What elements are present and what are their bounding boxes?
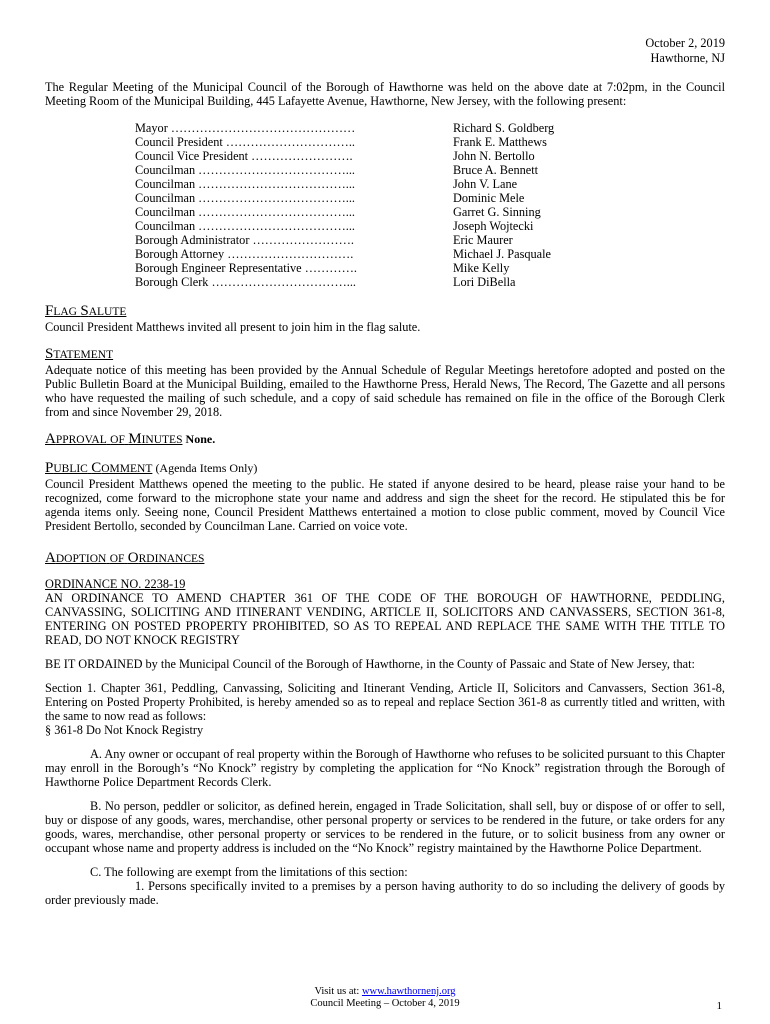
ordinance-number: ORDINANCE NO. 2238-19 <box>45 577 186 591</box>
roster-name: Garret G. Sinning <box>453 205 541 219</box>
flag-salute-section <box>45 303 725 334</box>
roster-role: Councilman ………………………………... <box>135 205 355 219</box>
flag-salute-body: Council President Matthews invited all present to join him in the flag salute. <box>45 320 421 334</box>
ordinances-heading: ADOPTION OF ORDINANCES <box>45 550 205 566</box>
roster-role: Borough Attorney …………………………. <box>135 247 354 261</box>
public-comment-heading: PUBLIC COMMENT <box>45 460 153 476</box>
roster-name: Dominic Mele <box>453 191 525 205</box>
roster-role: Council President ………………………….. <box>135 135 355 149</box>
page-footer <box>0 986 770 1010</box>
roster-name: Michael J. Pasquale <box>453 247 552 261</box>
section-1-paragraph: Section 1. Chapter 361, Peddling, Canvassing, Soliciting and Itinerant Vending, Article II, Solicitors and Canvassers, Section 361-8, Entering on Posted Property Prohibited, is hereby amended so as to repeal and replace Section 361-8 as currently titled and written, with the same to now read as follows: <box>45 681 725 723</box>
footer-website-link[interactable]: www.hawthornenj.org <box>361 986 456 997</box>
roster-name: Frank E. Matthews <box>453 135 547 149</box>
ordinances-section <box>45 550 725 907</box>
roster-role: Mayor ……………………………………… <box>135 121 356 135</box>
approval-section <box>45 431 725 448</box>
roster-name: Lori DiBella <box>453 275 516 289</box>
roster-role: Borough Clerk ……………………………... <box>135 275 356 289</box>
approval-heading: APPROVAL OF MINUTES <box>45 431 183 447</box>
paragraph-a: A. Any owner or occupant of real property within the Borough of Hawthorne who refuses to be solicited pursuant to this Chapter may enroll in the Borough’s “No Knock” registry by completing the application for “No Knock” registration through the Borough of Hawthorne Police Department Records Clerk. <box>45 747 725 789</box>
ordained-paragraph: BE IT ORDAINED by the Municipal Council of the Borough of Hawthorne, in the County of Passaic and State of New Jersey, that: <box>45 657 695 671</box>
public-comment-note: (Agenda Items Only) <box>155 461 258 475</box>
roster-row <box>135 205 725 219</box>
roster-name: Richard S. Goldberg <box>453 121 555 135</box>
roster-row <box>135 275 725 289</box>
roster-role: Councilman ………………………………... <box>135 191 355 205</box>
intro-paragraph: The Regular Meeting of the Municipal Council of the Borough of Hawthorne was held on the above date at 7:02pm, in the Council Meeting Room of the Municipal Building, 445 Lafayette Avenue, Hawthorne, New Jersey, with the following present: <box>45 80 725 108</box>
roster-row <box>135 149 725 163</box>
paragraph-b: B. No person, peddler or solicitor, as defined herein, engaged in Trade Solicitation, shall sell, buy or dispose of or offer to sell, buy or dispose of any goods, wares, merchandise, other personal property or services to be rendered in the future, or take orders for any goods, wares, merchandise, other personal property or services to be rendered in the future, or to solicit business from any owner or occupant whose name and property address is included on the “No Knock” registry maintained by the Hawthorne Police Department. <box>45 799 725 855</box>
roster-row <box>135 247 725 261</box>
roster-name: Bruce A. Bennett <box>453 163 539 177</box>
roster-role: Council Vice President ……………………. <box>135 149 353 163</box>
public-comment-section <box>45 460 725 533</box>
roster-role: Councilman ………………………………... <box>135 163 355 177</box>
roster-role: Councilman ………………………………... <box>135 219 355 233</box>
date-block <box>45 36 725 66</box>
roster-role: Borough Administrator ……………………. <box>135 233 354 247</box>
statement-section <box>45 346 725 419</box>
meeting-date: October 2, 2019 <box>645 36 725 50</box>
roster-name: Joseph Wojtecki <box>453 219 534 233</box>
page-number: 1 <box>716 1000 722 1012</box>
roster-row <box>135 121 725 135</box>
paragraph-c1: 1. Persons specifically invited to a premises by a person having authority to do so including the delivery of goods by order previously made. <box>45 879 725 907</box>
roster-name: Mike Kelly <box>453 261 510 275</box>
footer-visit-label: Visit us at: <box>314 986 360 997</box>
roster-row <box>135 233 725 247</box>
attendance-roster <box>135 121 725 289</box>
roster-row <box>135 135 725 149</box>
statement-body: Adequate notice of this meeting has been provided by the Annual Schedule of Regular Meetings heretofore adopted and posted on the Public Bulletin Board at the Municipal Building, emailed to the Hawthorne Press, Herald News, The Record, The Gazette and all persons who have requested the mailing of such schedule, and a copy of said schedule has remained on file in the office of the Borough Clerk from and since November 29, 2018. <box>45 363 725 419</box>
roster-name: John V. Lane <box>453 177 518 191</box>
flag-salute-heading: FLAG SALUTE <box>45 303 127 319</box>
footer-meeting-label: Council Meeting – October 4, 2019 <box>310 998 460 1009</box>
roster-row <box>135 177 725 191</box>
roster-name: John N. Bertollo <box>453 149 535 163</box>
approval-value: None. <box>185 432 216 446</box>
section-title: § 361-8 Do Not Knock Registry <box>45 723 204 737</box>
roster-row <box>135 163 725 177</box>
roster-row <box>135 219 725 233</box>
roster-row <box>135 191 725 205</box>
roster-row <box>135 261 725 275</box>
public-comment-body: Council President Matthews opened the meeting to the public. He stated if anyone desired to be heard, please raise your hand to be recognized, come forward to the microphone state your name and address and sign the sheet for the record. He stipulated this be for agenda items only. Seeing none, Council President Matthews entertained a motion to close public comment, moved by Council Vice President Bertollo, seconded by Councilman Lane. Carried on voice vote. <box>45 477 725 533</box>
paragraph-c: C. The following are exempt from the limitations of this section: <box>90 865 408 879</box>
ordinance-title: AN ORDINANCE TO AMEND CHAPTER 361 OF THE CODE OF THE BOROUGH OF HAWTHORNE, PEDDLING, CANVASSING, SOLICITING AND ITINERANT VENDING, ARTICLE II, SOLICITORS AND CANVASSERS, SECTION 361-8, ENTERING ON POSTED PROPERTY PROHIBITED, SO AS TO REPEAL AND REPLACE THE SAME WITH THE TITLE TO READ, DO NOT KNOCK REGISTRY <box>45 591 725 647</box>
statement-heading: STATEMENT <box>45 346 114 362</box>
roster-role: Borough Engineer Representative …………. <box>135 261 357 275</box>
roster-role: Councilman ………………………………... <box>135 177 355 191</box>
roster-name: Eric Maurer <box>453 233 513 247</box>
meeting-location: Hawthorne, NJ <box>650 51 725 65</box>
